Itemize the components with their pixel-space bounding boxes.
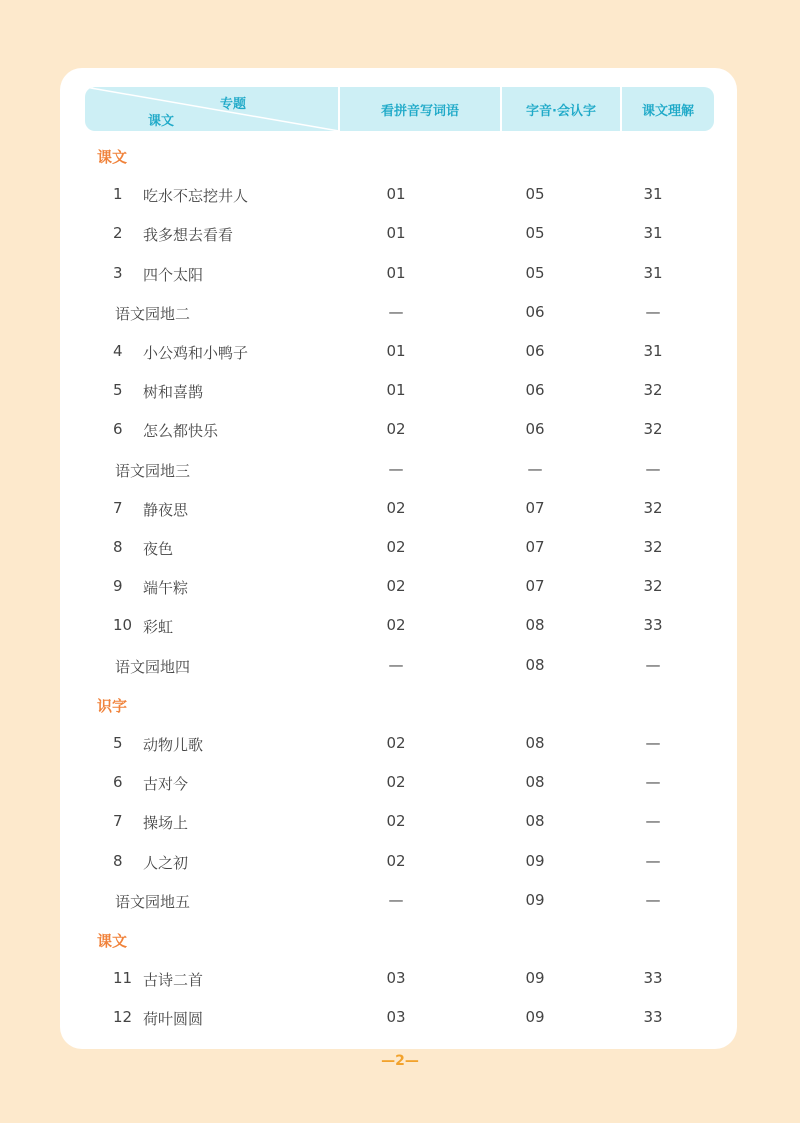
- lesson-number: 11: [113, 969, 133, 988]
- lesson-number: 9: [113, 577, 123, 596]
- page-ref-c2: 07: [525, 577, 545, 596]
- contents-card: [60, 68, 737, 1049]
- page-ref-c1: —: [388, 459, 404, 478]
- page-ref-c2: 06: [525, 420, 545, 439]
- lesson-title: 静夜思: [143, 500, 189, 519]
- table-row: [60, 460, 737, 484]
- page-ref-c2: 05: [525, 224, 545, 243]
- lesson-title: 我多想去看看: [143, 226, 234, 245]
- page-ref-c3: 33: [643, 616, 663, 635]
- table-row: [60, 734, 737, 758]
- lesson-title: 动物儿歌: [143, 736, 204, 754]
- lesson-number: 7: [113, 812, 123, 831]
- page-ref-c3: —: [645, 459, 661, 478]
- lesson-number: 4: [113, 342, 123, 360]
- lesson-title: 语文园地三: [115, 461, 191, 480]
- lesson-number: 8: [113, 851, 123, 870]
- lesson-number: 5: [113, 734, 123, 752]
- page-ref-c2: 08: [525, 812, 545, 831]
- table-row: [60, 185, 737, 209]
- page-ref-c1: 01: [386, 263, 406, 282]
- page-ref-c3: 32: [643, 538, 663, 556]
- page-ref-c3: —: [645, 851, 661, 870]
- table-row: [60, 381, 737, 405]
- page-ref-c2: 08: [525, 655, 545, 674]
- page-ref-c2: 09: [525, 969, 545, 988]
- lesson-number: 6: [113, 420, 123, 439]
- lesson-number: 6: [113, 773, 123, 792]
- page-ref-c1: 02: [386, 420, 406, 439]
- table-row: [60, 616, 737, 640]
- page-ref-c1: 02: [386, 616, 406, 635]
- lesson-title: 夜色: [143, 540, 174, 558]
- page-ref-c2: 07: [525, 538, 545, 556]
- header-lesson-label: 课文: [148, 114, 175, 129]
- table-row: [60, 224, 737, 248]
- page-ref-c1: —: [388, 890, 404, 909]
- page-ref-c3: 33: [643, 1008, 663, 1027]
- page-ref-c2: 09: [525, 1008, 545, 1027]
- page-ref-c1: 02: [386, 538, 406, 556]
- header-col-pinyin: 看拼音写词语: [380, 103, 459, 119]
- page-ref-c1: 02: [386, 773, 406, 792]
- page-ref-c2: 09: [525, 851, 545, 870]
- page-ref-c3: 31: [643, 263, 663, 282]
- page-ref-c1: 02: [386, 734, 406, 752]
- page-ref-c2: 06: [525, 342, 545, 360]
- lesson-number: 5: [113, 381, 123, 400]
- page-ref-c3: 31: [643, 224, 663, 243]
- lesson-title: 古对今: [143, 775, 189, 794]
- lesson-title: 荷叶圆圆: [143, 1010, 204, 1029]
- lesson-number: 10: [113, 616, 133, 635]
- lesson-title: 语文园地二: [115, 304, 191, 323]
- lesson-number: 2: [113, 224, 123, 243]
- page-ref-c2: —: [527, 459, 543, 478]
- page-ref-c2: 05: [525, 185, 545, 204]
- table-header: [85, 87, 714, 131]
- page-ref-c1: 02: [386, 498, 406, 517]
- page-ref-c2: 09: [525, 890, 545, 909]
- table-row: [60, 499, 737, 523]
- page-ref-c2: 06: [525, 381, 545, 400]
- lesson-title: 彩虹: [143, 618, 174, 637]
- lesson-title: 语文园地五: [115, 892, 191, 911]
- page-ref-c1: —: [388, 655, 404, 674]
- lesson-title: 小公鸡和小鸭子: [143, 344, 249, 362]
- lesson-title: 端午粽: [143, 579, 189, 598]
- page-ref-c1: 01: [386, 224, 406, 243]
- section-label: 识字: [97, 696, 128, 715]
- page-ref-c2: 06: [525, 302, 545, 321]
- table-row: [60, 812, 737, 836]
- diagonal-divider: [85, 87, 339, 131]
- table-row: [60, 538, 737, 562]
- page-ref-c1: 02: [386, 851, 406, 870]
- page-ref-c2: 08: [525, 616, 545, 635]
- page-ref-c3: —: [645, 655, 661, 674]
- lesson-title: 人之初: [143, 853, 189, 872]
- table-row: [60, 1008, 737, 1032]
- lesson-number: 3: [113, 263, 123, 282]
- lesson-number: 7: [113, 498, 123, 517]
- lesson-title: 古诗二首: [143, 971, 204, 990]
- page-ref-c3: —: [645, 302, 661, 321]
- page-ref-c3: —: [645, 773, 661, 792]
- table-row: [60, 891, 737, 915]
- header-col-comprehension: 课文理解: [641, 103, 694, 119]
- lesson-title: 四个太阳: [143, 265, 204, 284]
- page-ref-c2: 08: [525, 773, 545, 792]
- page-ref-c1: 01: [386, 381, 406, 400]
- table-row: [60, 969, 737, 993]
- section-label: 课文: [97, 148, 128, 166]
- page-ref-c3: —: [645, 890, 661, 909]
- lesson-title: 语文园地四: [115, 657, 191, 676]
- lesson-number: 1: [113, 185, 123, 204]
- lesson-title: 操场上: [143, 814, 189, 833]
- table-row: [60, 342, 737, 366]
- table-row: [60, 420, 737, 444]
- header-topic-label: 专题: [220, 97, 247, 112]
- page-ref-c3: 31: [643, 342, 663, 360]
- page-ref-c3: —: [645, 734, 661, 752]
- table-row: [60, 773, 737, 797]
- page-ref-c3: 32: [643, 381, 663, 400]
- page-ref-c1: —: [388, 302, 404, 321]
- page-ref-c1: 03: [386, 969, 406, 988]
- page-ref-c3: 31: [643, 185, 663, 204]
- table-row: [60, 656, 737, 680]
- page-ref-c3: 32: [643, 498, 663, 517]
- page-ref-c2: 07: [525, 498, 545, 517]
- page-ref-c2: 08: [525, 734, 545, 752]
- table-row: [60, 852, 737, 876]
- page-ref-c2: 05: [525, 263, 545, 282]
- page-ref-c3: 32: [643, 420, 663, 439]
- page-ref-c1: 02: [386, 577, 406, 596]
- page-ref-c1: 03: [386, 1008, 406, 1027]
- lesson-title: 怎么都快乐: [143, 422, 219, 441]
- table-row: [60, 303, 737, 327]
- table-row: [60, 264, 737, 288]
- page-number: —2—: [381, 1053, 419, 1069]
- page-ref-c3: —: [645, 812, 661, 831]
- lesson-title: 树和喜鹊: [143, 383, 204, 402]
- header-col-pronunciation: 字音·会认字: [526, 103, 596, 119]
- section-label: 课文: [97, 932, 128, 950]
- page-ref-c3: 32: [643, 577, 663, 596]
- lesson-title: 吃水不忘挖井人: [143, 187, 249, 206]
- page-ref-c1: 02: [386, 812, 406, 831]
- page-ref-c1: 01: [386, 342, 406, 360]
- lesson-number: 12: [113, 1008, 133, 1027]
- page-ref-c1: 01: [386, 185, 406, 204]
- lesson-number: 8: [113, 538, 123, 556]
- table-row: [60, 577, 737, 601]
- page-ref-c3: 33: [643, 969, 663, 988]
